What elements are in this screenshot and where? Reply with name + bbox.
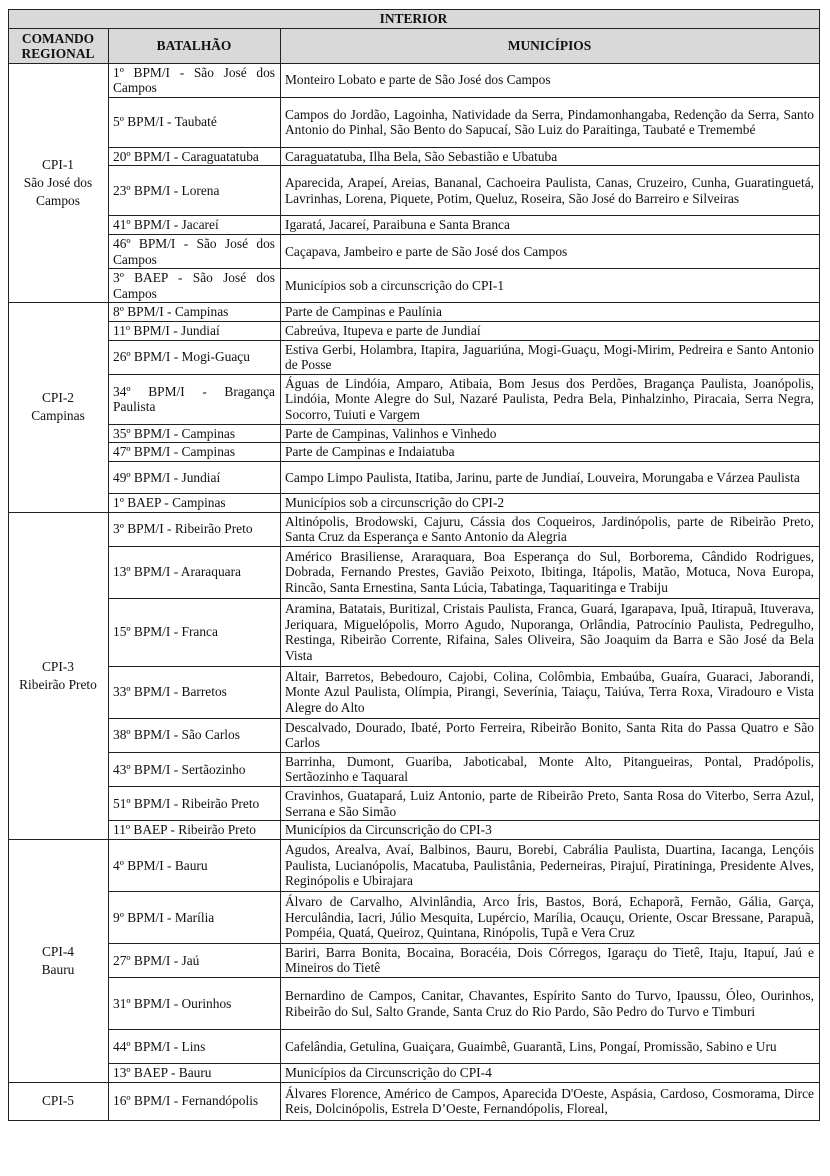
batalhao-cell: 3º BAEP - São José dos Campos bbox=[109, 269, 281, 303]
table-row bbox=[9, 891, 820, 943]
municipios-cell: Barrinha, Dumont, Guariba, Jaboticabal, Monte Alto, Pitangueiras, Pontal, Pradópolis, Sertãozinho e Taquaral bbox=[281, 752, 820, 786]
table-row bbox=[9, 1082, 820, 1120]
municipios-cell: Parte de Campinas, Valinhos e Vinhedo bbox=[281, 424, 820, 443]
interior-table bbox=[8, 9, 820, 1121]
table-row bbox=[9, 1064, 820, 1083]
table-row bbox=[9, 63, 820, 97]
comando-city: Bauru bbox=[41, 961, 75, 977]
batalhao-cell: 47º BPM/I - Campinas bbox=[109, 443, 281, 462]
table-row bbox=[9, 978, 820, 1030]
municipios-cell: Agudos, Arealva, Avaí, Balbinos, Bauru, Borebi, Cabrália Paulista, Duartina, Iacanga, Lençóis Paulista, Lucianópolis, Macatuba, Paulistânia, Pederneiras, Pirajuí, Piratininga, Presidente Alves, Reginópolis e Ubirajara bbox=[281, 839, 820, 891]
batalhao-cell: 13º BPM/I - Araraquara bbox=[109, 546, 281, 598]
municipios-cell: Bariri, Barra Bonita, Bocaina, Boracéia, Dois Córregos, Igaraçu do Tietê, Itaju, Itapuí, Jaú e Mineiros do Tietê bbox=[281, 943, 820, 977]
table-row bbox=[9, 234, 820, 268]
municipios-cell: Parte de Campinas e Indaiatuba bbox=[281, 443, 820, 462]
comando-regional-cell bbox=[9, 839, 109, 1082]
table-row bbox=[9, 303, 820, 322]
municipios-cell: Altinópolis, Brodowski, Cajuru, Cássia dos Coqueiros, Jardinópolis, parte de Ribeirão Preto, Santa Cruz da Esperança e Santo Antonio da Alegria bbox=[281, 512, 820, 546]
table-row bbox=[9, 340, 820, 374]
batalhao-cell: 20º BPM/I - Caraguatatuba bbox=[109, 147, 281, 166]
comando-code: CPI-3 bbox=[42, 658, 74, 674]
batalhao-cell: 15º BPM/I - Franca bbox=[109, 598, 281, 666]
municipios-cell: Monteiro Lobato e parte de São José dos Campos bbox=[281, 63, 820, 97]
municipios-cell: Campos do Jordão, Lagoinha, Natividade da Serra, Pindamonhangaba, Redenção da Serra, Santo Antonio do Pinhal, São Bento do Sapucaí, São Luiz do Paraitinga, Taubaté e Tremembé bbox=[281, 97, 820, 147]
table-row bbox=[9, 666, 820, 718]
batalhao-cell: 26º BPM/I - Mogi-Guaçu bbox=[109, 340, 281, 374]
municipios-cell: Águas de Lindóia, Amparo, Atibaia, Bom Jesus dos Perdões, Bragança Paulista, Joanópolis, Lindóia, Monte Alegre do Sul, Nazaré Paulista, Pedra Bela, Pinhalzinho, Piracaia, Serra Negra, Socorro, Tuiuti e Vargem bbox=[281, 374, 820, 424]
batalhao-cell: 3º BPM/I - Ribeirão Preto bbox=[109, 512, 281, 546]
comando-code: CPI-2 bbox=[42, 390, 74, 406]
municipios-cell: Municípios da Circunscrição do CPI-4 bbox=[281, 1064, 820, 1083]
table-row bbox=[9, 443, 820, 462]
table-row bbox=[9, 321, 820, 340]
header-batalhao: BATALHÃO bbox=[109, 28, 281, 63]
municipios-cell: Municípios da Circunscrição do CPI-3 bbox=[281, 821, 820, 840]
municipios-cell: Aramina, Batatais, Buritizal, Cristais Paulista, Franca, Guará, Igarapava, Ipuã, Itirapuã, Ituverava, Jeriquara, Miguelópolis, Morro Agudo, Nuporanga, Orlândia, Patrocínio Paulista, Pedregulho, Restinga, Ribeirão Corrente, Rifaina, Sales Oliveira, São Joaquim da Barra e São José da Bela Vista bbox=[281, 598, 820, 666]
batalhao-cell: 1º BPM/I - São José dos Campos bbox=[109, 63, 281, 97]
municipios-cell: Cafelândia, Getulina, Guaiçara, Guaimbê, Guarantã, Lins, Pongaí, Promissão, Sabino e Uru bbox=[281, 1030, 820, 1064]
batalhao-cell: 11º BPM/I - Jundiaí bbox=[109, 321, 281, 340]
table-row bbox=[9, 546, 820, 598]
comando-city: Ribeirão Preto bbox=[19, 676, 97, 692]
table-row bbox=[9, 374, 820, 424]
batalhao-cell: 51º BPM/I - Ribeirão Preto bbox=[109, 787, 281, 821]
batalhao-cell: 23º BPM/I - Lorena bbox=[109, 166, 281, 216]
batalhao-cell: 27º BPM/I - Jaú bbox=[109, 943, 281, 977]
table-row bbox=[9, 493, 820, 512]
comando-code: CPI-1 bbox=[42, 156, 74, 172]
batalhao-cell: 31º BPM/I - Ourinhos bbox=[109, 978, 281, 1030]
comando-city: Campinas bbox=[31, 408, 85, 424]
municipios-cell: Cabreúva, Itupeva e parte de Jundiaí bbox=[281, 321, 820, 340]
municipios-cell: Estiva Gerbi, Holambra, Itapira, Jaguariúna, Mogi-Guaçu, Mogi-Mirim, Pedreira e Santo Antonio de Posse bbox=[281, 340, 820, 374]
municipios-cell: Campo Limpo Paulista, Itatiba, Jarinu, parte de Jundiaí, Louveira, Morungaba e Várzea Paulista bbox=[281, 461, 820, 493]
table-row bbox=[9, 787, 820, 821]
municipios-cell: Caraguatatuba, Ilha Bela, São Sebastião e Ubatuba bbox=[281, 147, 820, 166]
batalhao-cell: 16º BPM/I - Fernandópolis bbox=[109, 1082, 281, 1120]
municipios-cell: Álvaro de Carvalho, Alvinlândia, Arco Íris, Bastos, Borá, Echaporã, Fernão, Gália, Garça, Herculândia, Iacri, Júlio Mesquita, Lupércio, Marília, Ocauçu, Oriente, Oscar Bressane, Parapuã, Pompéia, Quatá, Queiroz, Quintana, Rinópolis, Tupã e Vera Cruz bbox=[281, 891, 820, 943]
table-row bbox=[9, 147, 820, 166]
batalhao-cell: 33º BPM/I - Barretos bbox=[109, 666, 281, 718]
header-municipios: MUNICÍPIOS bbox=[281, 28, 820, 63]
batalhao-cell: 4º BPM/I - Bauru bbox=[109, 839, 281, 891]
municipios-cell: Álvares Florence, Américo de Campos, Aparecida D'Oeste, Aspásia, Cardoso, Cosmorama, Dirce Reis, Dolcinópolis, Estrela D’Oeste, Fernandópolis, Floreal, bbox=[281, 1082, 820, 1120]
batalhao-cell: 8º BPM/I - Campinas bbox=[109, 303, 281, 322]
header-comando-regional: COMANDO REGIONAL bbox=[9, 28, 109, 63]
table-body bbox=[9, 63, 820, 1120]
table-row bbox=[9, 598, 820, 666]
table-row bbox=[9, 424, 820, 443]
batalhao-cell: 46º BPM/I - São José dos Campos bbox=[109, 234, 281, 268]
table-row bbox=[9, 752, 820, 786]
municipios-cell: Municípios sob a circunscrição do CPI-2 bbox=[281, 493, 820, 512]
table-row bbox=[9, 461, 820, 493]
municipios-cell: Parte de Campinas e Paulínia bbox=[281, 303, 820, 322]
table-row bbox=[9, 216, 820, 235]
batalhao-cell: 41º BPM/I - Jacareí bbox=[109, 216, 281, 235]
table-row bbox=[9, 839, 820, 891]
municipios-cell: Aparecida, Arapeí, Areias, Bananal, Cachoeira Paulista, Canas, Cruzeiro, Cunha, Guaratinguetá, Lavrinhas, Lorena, Piquete, Potim, Queluz, Roseira, São José do Barreiro e Silveiras bbox=[281, 166, 820, 216]
table-title: INTERIOR bbox=[9, 10, 820, 29]
batalhao-cell: 35º BPM/I - Campinas bbox=[109, 424, 281, 443]
batalhao-cell: 1º BAEP - Campinas bbox=[109, 493, 281, 512]
batalhao-cell: 44º BPM/I - Lins bbox=[109, 1030, 281, 1064]
comando-regional-cell bbox=[9, 303, 109, 512]
batalhao-cell: 9º BPM/I - Marília bbox=[109, 891, 281, 943]
table-row bbox=[9, 269, 820, 303]
municipios-cell: Cravinhos, Guatapará, Luiz Antonio, parte de Ribeirão Preto, Santa Rosa do Viterbo, Serra Azul, Serrana e São Simão bbox=[281, 787, 820, 821]
batalhao-cell: 38º BPM/I - São Carlos bbox=[109, 718, 281, 752]
comando-city: São José dos Campos bbox=[23, 174, 93, 208]
batalhao-cell: 43º BPM/I - Sertãozinho bbox=[109, 752, 281, 786]
table-row bbox=[9, 512, 820, 546]
municipios-cell: Caçapava, Jambeiro e parte de São José dos Campos bbox=[281, 234, 820, 268]
comando-regional-cell bbox=[9, 63, 109, 303]
municipios-cell: Américo Brasiliense, Araraquara, Boa Esperança do Sul, Borborema, Cândido Rodrigues, Dobrada, Fernando Prestes, Gavião Peixoto, Ibitinga, Itápolis, Matão, Motuca, Nova Europa, Rincão, Santa Ernestina, Santa Lúcia, Tabatinga, Taquaritinga e Trabiju bbox=[281, 546, 820, 598]
table-row bbox=[9, 1030, 820, 1064]
comando-code: CPI-4 bbox=[42, 943, 74, 959]
comando-regional-cell bbox=[9, 512, 109, 839]
municipios-cell: Igaratá, Jacareí, Paraibuna e Santa Branca bbox=[281, 216, 820, 235]
batalhao-cell: 13º BAEP - Bauru bbox=[109, 1064, 281, 1083]
table-row bbox=[9, 821, 820, 840]
municipios-cell: Altair, Barretos, Bebedouro, Cajobi, Colina, Colômbia, Embaúba, Guaíra, Guaraci, Jaborandi, Monte Azul Paulista, Olímpia, Pirangi, Severínia, Taiaçu, Taiúva, Terra Roxa, Viradouro e Vista Alegre do Alto bbox=[281, 666, 820, 718]
batalhao-cell: 49º BPM/I - Jundiaí bbox=[109, 461, 281, 493]
municipios-cell: Descalvado, Dourado, Ibaté, Porto Ferreira, Ribeirão Bonito, Santa Rita do Passa Quatro e São Carlos bbox=[281, 718, 820, 752]
municipios-cell: Municípios sob a circunscrição do CPI-1 bbox=[281, 269, 820, 303]
table-row bbox=[9, 943, 820, 977]
table-row bbox=[9, 718, 820, 752]
municipios-cell: Bernardino de Campos, Canitar, Chavantes, Espírito Santo do Turvo, Ipaussu, Óleo, Ourinhos, Ribeirão do Sul, Salto Grande, Santa Cruz do Rio Pardo, São Pedro do Turvo e Timburi bbox=[281, 978, 820, 1030]
batalhao-cell: 34º BPM/I - Bragança Paulista bbox=[109, 374, 281, 424]
table-row bbox=[9, 97, 820, 147]
comando-regional-cell: CPI-5 bbox=[9, 1082, 109, 1120]
table-row bbox=[9, 166, 820, 216]
batalhao-cell: 11º BAEP - Ribeirão Preto bbox=[109, 821, 281, 840]
batalhao-cell: 5º BPM/I - Taubaté bbox=[109, 97, 281, 147]
